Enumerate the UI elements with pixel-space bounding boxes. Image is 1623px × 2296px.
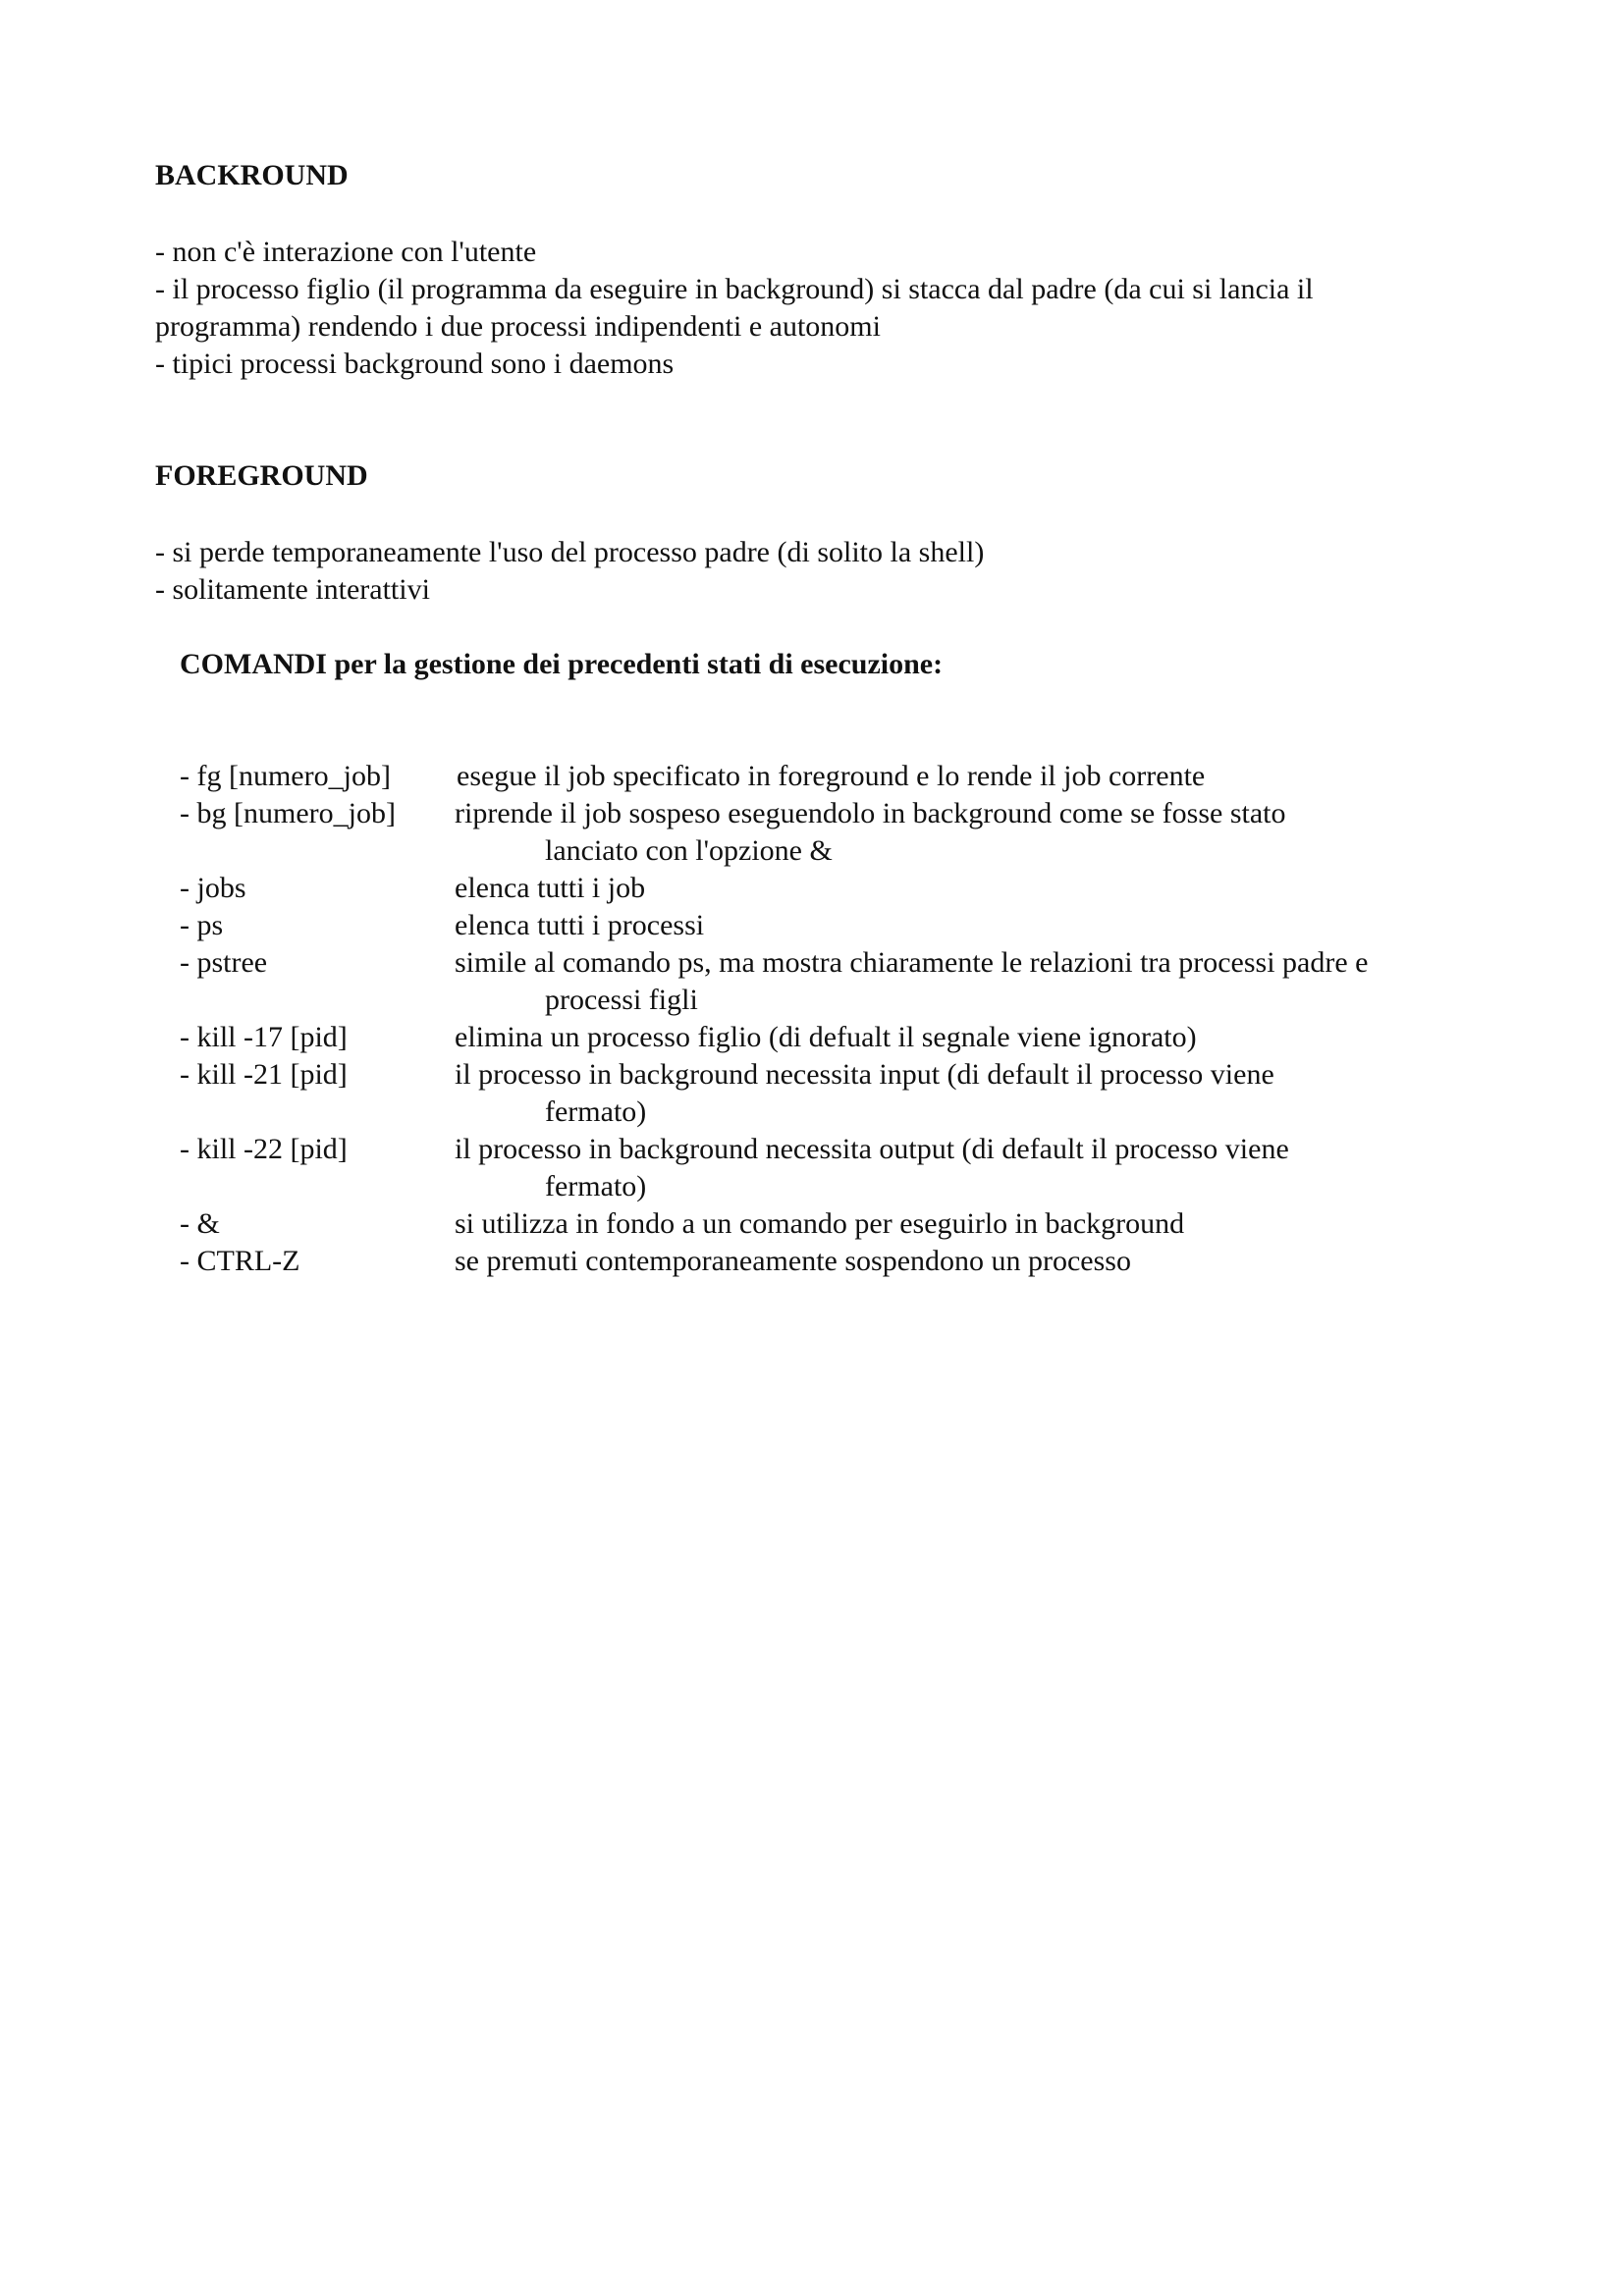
command-bg-desc-1: riprende il job sospeso eseguendolo in background come se fosse stato xyxy=(455,797,1286,829)
background-line-2: - il processo figlio (il programma da eseguire in background) si stacca dal padre (da cui si lancia il xyxy=(155,273,1314,305)
command-kill-22: - kill -22 [pid] xyxy=(180,1133,348,1165)
command-bg: - bg [numero_job] xyxy=(180,797,396,829)
foreground-heading: FOREGROUND xyxy=(155,459,368,492)
command-kill-21-desc-2: fermato) xyxy=(545,1095,647,1128)
command-kill-21: - kill -21 [pid] xyxy=(180,1058,348,1091)
command-kill-17-desc: elimina un processo figlio (di defualt il segnale viene ignorato) xyxy=(455,1021,1197,1053)
command-jobs: - jobs xyxy=(180,872,246,904)
command-pstree-desc-1: simile al comando ps, ma mostra chiaramente le relazioni tra processi padre e xyxy=(455,946,1369,979)
command-kill-22-desc-2: fermato) xyxy=(545,1170,647,1202)
command-ampersand: - & xyxy=(180,1207,220,1240)
foreground-line-2: - solitamente interattivi xyxy=(155,573,430,606)
command-ps: - ps xyxy=(180,909,224,941)
foreground-line-1: - si perde temporaneamente l'uso del processo padre (di solito la shell) xyxy=(155,536,985,568)
background-line-4: - tipici processi background sono i daemons xyxy=(155,347,675,380)
command-pstree: - pstree xyxy=(180,946,268,979)
command-fg: - fg [numero_job] xyxy=(180,760,391,792)
command-fg-desc: esegue il job specificato in foreground e lo rende il job corrente xyxy=(457,760,1206,792)
command-ps-desc: elenca tutti i processi xyxy=(455,909,705,941)
background-line-1: - non c'è interazione con l'utente xyxy=(155,236,537,268)
command-jobs-desc: elenca tutti i job xyxy=(455,872,646,904)
background-line-3: programma) rendendo i due processi indipendenti e autonomi xyxy=(155,310,881,343)
commands-heading: COMANDI per la gestione dei precedenti stati di esecuzione: xyxy=(180,648,944,680)
command-pstree-desc-2: processi figli xyxy=(545,984,698,1016)
command-ctrl-z: - CTRL-Z xyxy=(180,1245,300,1277)
command-kill-21-desc-1: il processo in background necessita input (di default il processo viene xyxy=(455,1058,1274,1091)
command-ampersand-desc: si utilizza in fondo a un comando per eseguirlo in background xyxy=(455,1207,1185,1240)
command-ctrl-z-desc: se premuti contemporaneamente sospendono un processo xyxy=(455,1245,1131,1277)
command-kill-22-desc-1: il processo in background necessita output (di default il processo viene xyxy=(455,1133,1289,1165)
command-kill-17: - kill -17 [pid] xyxy=(180,1021,348,1053)
background-heading: BACKROUND xyxy=(155,159,349,191)
command-bg-desc-2: lanciato con l'opzione & xyxy=(545,834,833,867)
